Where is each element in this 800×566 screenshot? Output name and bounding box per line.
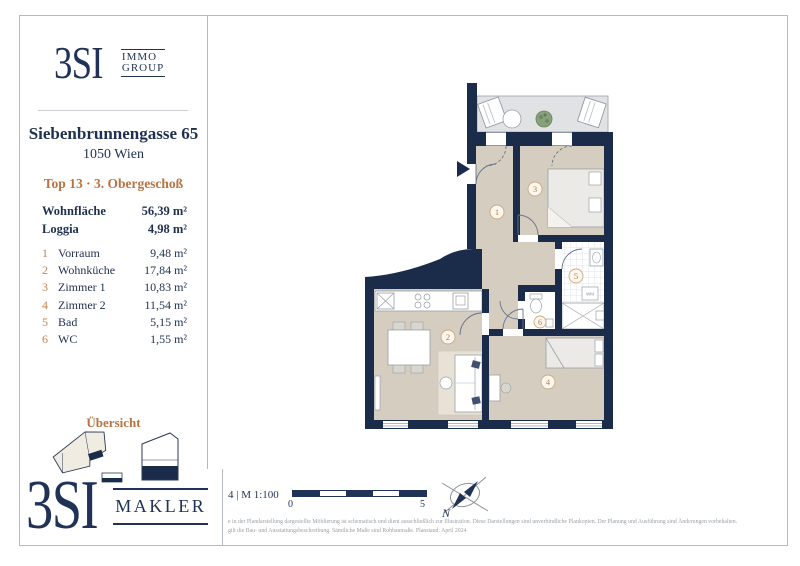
room-number: 2 <box>42 263 48 278</box>
area-summary-row <box>42 220 187 238</box>
room-area: 1,55 m² <box>150 332 187 347</box>
room-row <box>42 297 187 314</box>
room-list <box>42 245 187 348</box>
sofa-icon <box>438 351 483 415</box>
bed-zimmer2-icon <box>546 338 604 368</box>
brand-suffix <box>121 49 165 77</box>
address-line1: Siebenbrunnengasse 65 <box>28 124 199 143</box>
room-row <box>42 262 187 279</box>
area-label: Loggia <box>42 222 79 236</box>
area-label: Wohnfläche <box>42 204 106 218</box>
compass-icon <box>436 471 492 519</box>
scale-start-label: 0 <box>288 499 293 510</box>
bed-zimmer1-icon <box>548 169 604 227</box>
window-icon <box>383 421 408 428</box>
room-name: Wohnküche <box>58 263 116 278</box>
room-badge-1 <box>490 205 504 219</box>
room-number: 4 <box>42 297 48 312</box>
room-row <box>42 279 187 296</box>
brand-suffix-makler <box>113 488 208 525</box>
area-summary <box>42 202 187 238</box>
scale-end-label: 5 <box>420 499 425 510</box>
washing-machine-icon <box>582 287 598 300</box>
room-badge-4 <box>541 375 555 389</box>
room-area: 9,48 m² <box>150 246 187 260</box>
svg-text:3: 3 <box>532 184 538 194</box>
disclaimer-line1: e in der Plandarstellung dargestellte Möblierung ist schematisch und dient ausschließlich zur Illustration. Diese Darstellungen sind unverbindliche Plankopien. Der Planung und Ausführung sind Änderungen vorbehalten. <box>228 519 738 525</box>
oven-icon <box>453 293 468 309</box>
brand-wordmark: 3SI <box>54 37 103 88</box>
room-area: 17,84 m² <box>144 263 187 278</box>
room-number: 3 <box>42 280 48 295</box>
disclaimer-line2: gilt die Bau- und Ausstattungsbeschreibung. Sämtliche Maße sind Rohbaumaße. Planstand: April 2024 <box>228 527 467 534</box>
kitchen-counter <box>375 291 482 311</box>
round-table-icon <box>503 110 521 128</box>
dining-table-icon <box>388 322 430 373</box>
svg-text:6: 6 <box>538 318 542 327</box>
radiator-icon <box>375 376 380 410</box>
bath-sink-icon <box>590 249 603 266</box>
room-badge-3 <box>528 182 542 196</box>
room-badge-5 <box>569 269 583 283</box>
brand-logo-bottom <box>26 468 208 544</box>
address-line2: 1050 Wien <box>82 147 144 162</box>
room-area: 5,15 m² <box>150 314 187 329</box>
room-number: 5 <box>42 314 48 329</box>
svg-text:4: 4 <box>545 377 551 387</box>
wm-label: WM <box>586 291 594 297</box>
window-icon <box>511 421 548 428</box>
loggia <box>477 96 608 132</box>
logo-underline <box>38 110 188 111</box>
window-icon <box>448 421 478 428</box>
room-name: Bad <box>58 314 78 329</box>
disclaimer-text <box>228 518 784 535</box>
brand-suffix-top: IMMO <box>121 51 158 63</box>
room-number: 6 <box>42 332 48 347</box>
scale-bar <box>292 490 427 497</box>
shower-icon <box>562 303 604 329</box>
makler-label: MAKLER <box>115 495 207 516</box>
compass-north-label: N <box>442 506 451 519</box>
brand-wordmark-bottom: 3SI <box>26 467 98 544</box>
svg-text:5: 5 <box>573 271 579 281</box>
svg-text:2: 2 <box>445 332 451 342</box>
room-badge-2 <box>441 330 455 344</box>
room-name: Zimmer 2 <box>58 297 106 312</box>
sidebar-divider <box>207 15 208 469</box>
plant-icon <box>536 111 552 127</box>
area-summary-row <box>42 202 187 220</box>
window-icon <box>576 421 602 428</box>
room-name: Zimmer 1 <box>58 280 106 295</box>
room-row <box>42 245 187 262</box>
unit-title: Top 13 · 3. Obergeschoß <box>43 176 184 191</box>
area-value: 56,39 m² <box>141 204 187 218</box>
room-row <box>42 331 187 348</box>
scale-text: 4 | M 1:100 <box>228 489 279 501</box>
room-badge-6 <box>534 316 546 328</box>
area-value: 4,98 m² <box>147 222 187 236</box>
brand-logo-top <box>54 37 165 88</box>
overview-label: Übersicht <box>86 415 141 430</box>
room-name: WC <box>58 332 78 347</box>
room-number: 1 <box>42 246 48 260</box>
brand-suffix-bottom: GROUP <box>121 62 165 74</box>
room-area: 10,83 m² <box>144 280 187 295</box>
room-area: 11,54 m² <box>144 297 187 312</box>
room-row <box>42 314 187 331</box>
floor-plan <box>360 79 665 437</box>
footer-divider <box>222 469 223 545</box>
svg-text:1: 1 <box>494 207 500 217</box>
room-name: Vorraum <box>58 246 100 260</box>
